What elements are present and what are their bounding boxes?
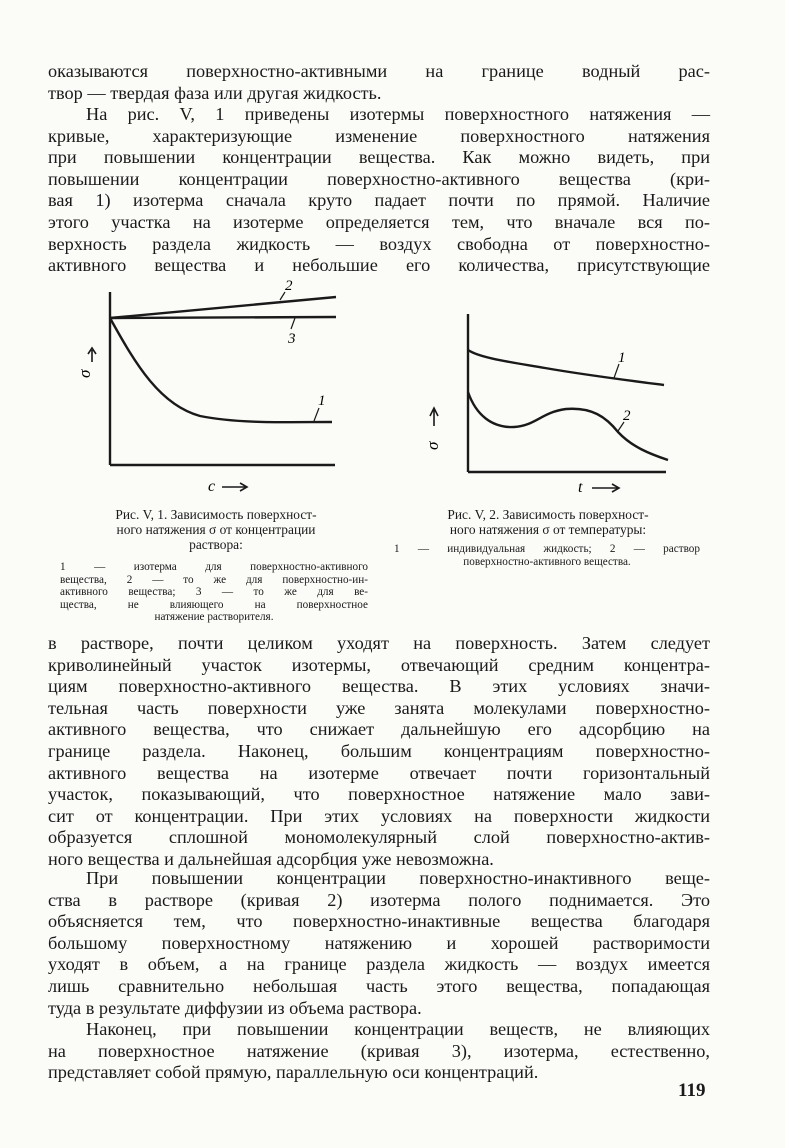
leader-line: [614, 364, 619, 378]
figure1-legend: [60, 561, 368, 624]
x-axis-label: [208, 478, 247, 495]
svg-text:c: c: [208, 478, 216, 495]
text-line: большому поверхностному натяжению и хорошей растворимости: [48, 932, 710, 953]
text-line: кривые, характеризующие изменение поверхностного натяжения: [48, 125, 710, 146]
curve-1: [468, 350, 664, 385]
legend-line: поверхностно-активного вещества.: [463, 555, 631, 568]
arrow-up-icon: [430, 408, 438, 426]
text-line: циям поверхностно-активного вещества. В этих условиях значи-: [48, 676, 710, 697]
y-axis-label: [423, 408, 442, 450]
paragraph-4: [48, 868, 710, 1019]
legend-line: щества, не влияющего на поверхностное: [60, 598, 368, 611]
text-line: ства в растворе (кривая 2) изотерма полого поднимается. Это: [48, 889, 710, 910]
curve-label-1: 1: [618, 350, 626, 366]
curve-label-2: 2: [285, 278, 293, 294]
text-line: активного вещества на изотерме отвечает почти горизонтальный: [48, 762, 710, 783]
paragraph-1: [48, 61, 710, 104]
text-line: туда в результате диффузии из объема раствора.: [48, 997, 422, 1018]
figure2-legend: [394, 543, 700, 568]
curve-2: [110, 297, 336, 318]
curve-3: [110, 317, 336, 318]
arrow-right-icon: [592, 484, 619, 492]
text-line: криволинейный участок изотермы, отвечающий средним концентра-: [48, 654, 710, 675]
paragraph-5: [48, 1019, 710, 1084]
text-line: вая 1) изотерма сначала круто падает почти по прямой. Наличие: [48, 190, 710, 211]
text-line: сит от концентрации. При этих условиях на поверхности жидкости: [48, 805, 710, 826]
text-line: верхность раздела жидкость — воздух свободна от поверхностно-: [48, 233, 710, 254]
page-number: 119: [678, 1080, 706, 1101]
text-line: границе раздела. Наконец, большим концентрациям поверхностно-: [48, 740, 710, 761]
text-line: уходят в объем, а на границе раздела жидкость — воздух имеется: [48, 954, 710, 975]
text-line: твор — твердая фаза или другая жидкость.: [48, 82, 382, 103]
legend-line: вещества, 2 — то же для поверхностно-ин-: [60, 573, 368, 586]
curve-1: [110, 318, 332, 422]
text-line: ного вещества и дальнейшая адсорбция уже невозможна.: [48, 848, 494, 869]
text-line: оказываются поверхностно-активными на границе водный рас-: [48, 61, 710, 81]
arrow-right-icon: [222, 483, 247, 491]
text-line: Наконец, при повышении концентрации веществ, не влияющих: [86, 1019, 710, 1039]
text-line: тельная часть поверхности уже занята молекулами поверхностно-: [48, 697, 710, 718]
curve-label-3: 3: [288, 331, 296, 347]
paragraph-3: [48, 633, 710, 871]
text-line: образуется сплошной мономолекулярный слой поверхностно-актив-: [48, 827, 710, 848]
text-line: при повышении концентрации вещества. Как можно видеть, при: [48, 147, 710, 168]
legend-line: 1 — изотерма для поверхностно-активного: [60, 561, 368, 573]
text-line: на поверхностное натяжение (кривая 3), изотерма, естественно,: [48, 1040, 710, 1061]
text-line: объясняется тем, что поверхностно-инактивные вещества благодаря: [48, 911, 710, 932]
figure-surface-tension-vs-concentration: [70, 270, 370, 500]
text-line: При повышении концентрации поверхностно-инактивного веще-: [86, 868, 710, 888]
text-line: активного вещества и небольшие его количества, присутствующие: [48, 255, 710, 276]
text-line: этого участка на изотерме определяется тем, что вначале вся по-: [48, 211, 710, 232]
text-line: представляет собой прямую, параллельную оси концентраций.: [48, 1062, 539, 1083]
svg-text:t: t: [578, 479, 583, 496]
leader-line: [291, 318, 295, 329]
text-line: участок, показывающий, что поверхностное натяжение мало зави-: [48, 784, 710, 805]
curve-label-2: 2: [623, 408, 631, 424]
arrow-up-icon: [88, 348, 96, 362]
curve-label-1: 1: [318, 393, 326, 409]
x-axis-label: [578, 479, 619, 496]
legend-line: натяжение растворителя.: [154, 611, 274, 624]
legend-line: 1 — индивидуальная жидкость; 2 — раствор: [394, 543, 700, 555]
text-line: активного вещества, что снижает дальнейшую его адсорбцию на: [48, 719, 710, 740]
figure2-caption: Рис. V, 2. Зависимость поверхност- ного натяжения σ от температуры:: [447, 507, 649, 537]
svg-text:σ: σ: [75, 369, 94, 378]
svg-text:σ: σ: [423, 441, 442, 450]
text-line: в растворе, почти целиком уходят на поверхность. Затем следует: [48, 633, 710, 653]
text-line: На рис. V, 1 приведены изотермы поверхностного натяжения —: [86, 104, 710, 124]
legend-line: активного вещества; 3 — то же для ве-: [60, 586, 368, 599]
leader-line: [314, 408, 319, 421]
text-line: лишь сравнительно небольшая часть этого вещества, попадающая: [48, 975, 710, 996]
text-line: повышении концентрации поверхностно-активного вещества (кри-: [48, 168, 710, 189]
y-axis-label: [75, 348, 96, 378]
paragraph-2: [48, 104, 710, 277]
figure-surface-tension-vs-temperature: [420, 300, 680, 500]
figure1-caption: Рис. V, 1. Зависимость поверхност- ного натяжения σ от концентрации раствора:: [115, 507, 317, 552]
curve-2: [468, 392, 668, 460]
